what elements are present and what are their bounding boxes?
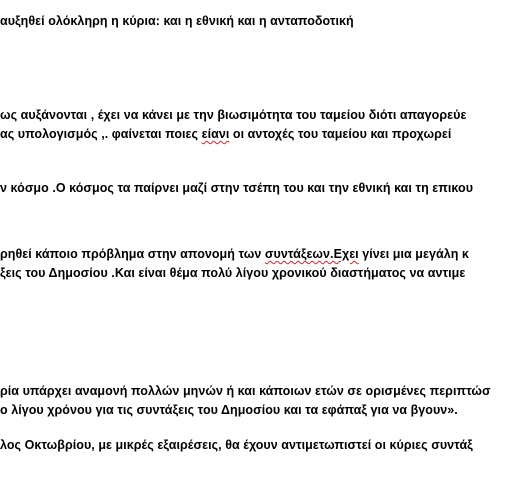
text-line-7: ρία υπάρχει αναμονή πολλών μηνών ή και κάποιων ετών σε ορισμένες περιπτώσ	[0, 384, 491, 398]
text-line-2: ως αυξάνονται , έχει να κάνει με την βιωσιμότητα του ταμείου διότι απαγορεύε	[0, 108, 467, 122]
text-line-6: ξεις του Δημοσίου .Και είναι θέμα πολύ λίγου χρονικού διαστήματος να αντιμε	[0, 266, 466, 280]
text-line-9: λος Οκτωβρίου, με μικρές εξαιρέσεις, θα έχουν αντιμετωπιστεί οι κύριες συντάξ	[0, 438, 473, 452]
text-segment: ρηθεί κάποιο πρόβλημα στην απονομή των	[0, 247, 265, 261]
text-line-1: αυξηθεί ολόκληρη η κύρια: και η εθνική και η ανταποδοτική	[0, 14, 354, 28]
text-segment: γίνει μια μεγάλη κ	[358, 247, 469, 261]
text-line-8: ο λίγου χρόνου για τις συντάξεις του Δημοσίου και τα εφάπαξ για να βγουν».	[0, 403, 458, 417]
text-segment: ας υπολογισμός ,. φαίνεται ποιες	[0, 127, 202, 141]
text-line-4: ν κόσμο .Ο κόσμος τα παίρνει μαζί στην τσέπη του και την εθνική και τη επικου	[0, 181, 474, 195]
misspelled-word[interactable]: είανι	[201, 127, 230, 141]
text-line-5	[0, 246, 469, 262]
text-line-3	[0, 126, 451, 142]
misspelled-word[interactable]: συντάξεων.Εχει	[264, 247, 359, 261]
text-segment: οι αντοχές του ταμείου και προχωρεί	[229, 127, 452, 141]
